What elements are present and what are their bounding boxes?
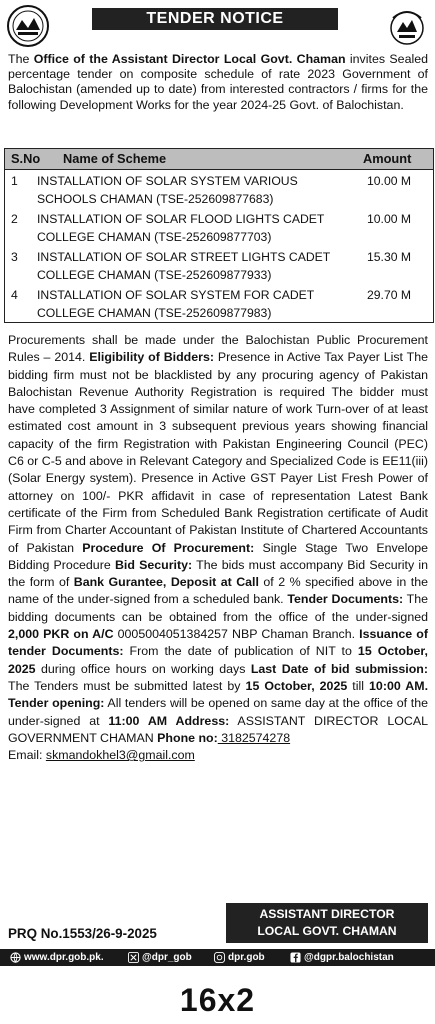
body-heading: Eligibility of Bidders: [89, 350, 214, 365]
header-sno: S.No [11, 151, 41, 166]
ad-size: 16x2 [179, 982, 256, 1018]
email-link[interactable]: skmandokhel3@gmail.com [45, 748, 195, 763]
row-sno: 1 [11, 174, 18, 188]
body-text: of 2 % specified above in the name of the under-signed from a scheduled bank. [8, 575, 429, 607]
twitter-text: @dpr_gob [142, 952, 192, 963]
facebook-text: @dgpr.balochistan [304, 952, 394, 963]
row-scheme: INSTALLATION OF SOLAR STREET LIGHTS CADET COLLEGE CHAMAN (TSE-252609877933) [37, 250, 331, 282]
body-heading: Bank Gurantee, Deposit at Call [73, 575, 259, 590]
phone-number[interactable]: 3182574278 [217, 730, 291, 745]
facebook-icon [290, 952, 301, 963]
office-name: Office of the Assistant Director Local Govt. Chaman [33, 52, 346, 66]
terms-paragraph [8, 332, 428, 764]
twitter-icon [128, 952, 139, 963]
footer-website[interactable] [10, 949, 104, 966]
row-amount: 10.00 M [367, 212, 412, 226]
body-text: ASSISTANT DIRECTOR LOCAL GOVERNMENT CHAMAN [8, 713, 428, 745]
body-heading: 15 October, 2025 [245, 678, 348, 693]
table-row [5, 170, 433, 208]
footer-bar [0, 949, 435, 966]
notice-title: TENDER NOTICE [92, 8, 338, 30]
row-amount: 15.30 M [367, 250, 412, 264]
footer-facebook[interactable] [290, 949, 394, 966]
body-heading: Tender Documents: [287, 592, 404, 607]
website-text: www.dpr.gob.pk. [24, 952, 104, 963]
body-text: The bids must accompany Bid Security in the form of [8, 557, 429, 590]
signature-box [226, 903, 428, 943]
body-text: From the date of publication of NIT to [123, 644, 358, 659]
row-scheme: INSTALLATION OF SOLAR SYSTEM FOR CADET COLLEGE CHAMAN (TSE-252609877983) [37, 288, 314, 320]
body-text: Presence in Active Tax Payer List The bidding firm must not be blacklisted by any procuring agency of Pakistan Balochistan Revenue Authority Registration is required The bidder must have completed 3 Assignment of similar nature of work Turn-over of at least estimated cost amount in 3 subsequent previous years showing financial capacity of the firm Registration with Pakistan Engineering Council (PEC) C6 or C-5 and above in Relevant Category and Specialized Code is EE11(iii) (Solar Energy system). Presence in Active GST Payer List Fresh Power of attorney on 100/- PKR affidavit in case of representation Latest Bank certificate of the Firm from Scheduled Bank Registration certificate of Audit Firm from Charter Accountant of Pakistan Institute of Chartered Accountants of Pakistan [8, 350, 428, 555]
body-text: till [347, 678, 370, 693]
row-sno: 3 [11, 250, 18, 264]
row-sno: 4 [11, 288, 18, 302]
body-text: All tenders will be opened on same day at the office of the under-signed at [8, 696, 428, 728]
body-text: The bidding documents can be obtained from the office of the under-signed [8, 592, 428, 624]
govt-balochistan-logo [385, 4, 429, 48]
body-heading: Last Date of bid submission: [250, 661, 428, 676]
header [0, 0, 435, 50]
body-text: 0005004051384257 NBP Chaman Branch. [113, 627, 360, 642]
email-label: Email: [8, 748, 46, 763]
intro-text: The [8, 52, 34, 66]
body-text: The Tenders must be submitted latest by [8, 678, 246, 693]
body-heading: 15 October, 2025 [8, 644, 428, 676]
table-row [5, 208, 433, 246]
intro-text: invites Sealed percentage tender on composite schedule of rate 2023 Government of Balochistan (amended up to date) from interested contractors / firms for the following Development Works for the year 2024-25 Govt. of Balochistan. [8, 52, 428, 112]
body-heading: 11:00 AM Address: [108, 713, 230, 728]
row-scheme: INSTALLATION OF SOLAR FLOOD LIGHTS CADET COLLEGE CHAMAN (TSE-252609877703) [37, 212, 325, 244]
signature-line-2: LOCAL GOVT. CHAMAN [257, 924, 397, 938]
row-sno: 2 [11, 212, 18, 226]
globe-icon [10, 952, 21, 963]
schemes-table [4, 148, 434, 323]
body-heading: 2,000 PKR on A/C [8, 627, 114, 642]
body-heading: Procedure Of Procurement: [82, 540, 255, 555]
instagram-icon [214, 952, 225, 963]
body-heading: 10:00 AM. Tender opening: [8, 678, 429, 711]
signature-line-1: ASSISTANT DIRECTOR [259, 907, 395, 921]
intro-paragraph [8, 52, 428, 113]
body-heading: Phone no: [157, 730, 218, 745]
prq-number: PRQ No.1553/26-9-2025 [8, 926, 157, 941]
body-heading: Bid Security: [114, 557, 193, 572]
body-text: during office hours on working days [35, 661, 251, 676]
body-text: Single Stage Two Envelope Bidding Procedure [8, 540, 429, 572]
row-scheme: INSTALLATION OF SOLAR SYSTEM VARIOUS SCHOOLS CHAMAN (TSE-252609877683) [37, 174, 298, 206]
body-text: Procurements shall be made under the Balochistan Public Procurement Rules – 2014. [8, 333, 428, 365]
table-header [5, 149, 433, 170]
footer-twitter[interactable] [128, 949, 192, 966]
row-amount: 10.00 M [367, 174, 412, 188]
table-row [5, 246, 433, 284]
govt-balochistan-logo [6, 4, 50, 48]
footer-instagram[interactable] [214, 949, 265, 966]
instagram-text: dpr.gob [228, 952, 265, 963]
row-amount: 29.70 M [367, 288, 412, 302]
header-scheme: Name of Scheme [63, 151, 167, 166]
header-amount: Amount [363, 151, 412, 166]
table-row [5, 284, 433, 322]
body-heading: Issuance of tender Documents: [8, 627, 428, 659]
